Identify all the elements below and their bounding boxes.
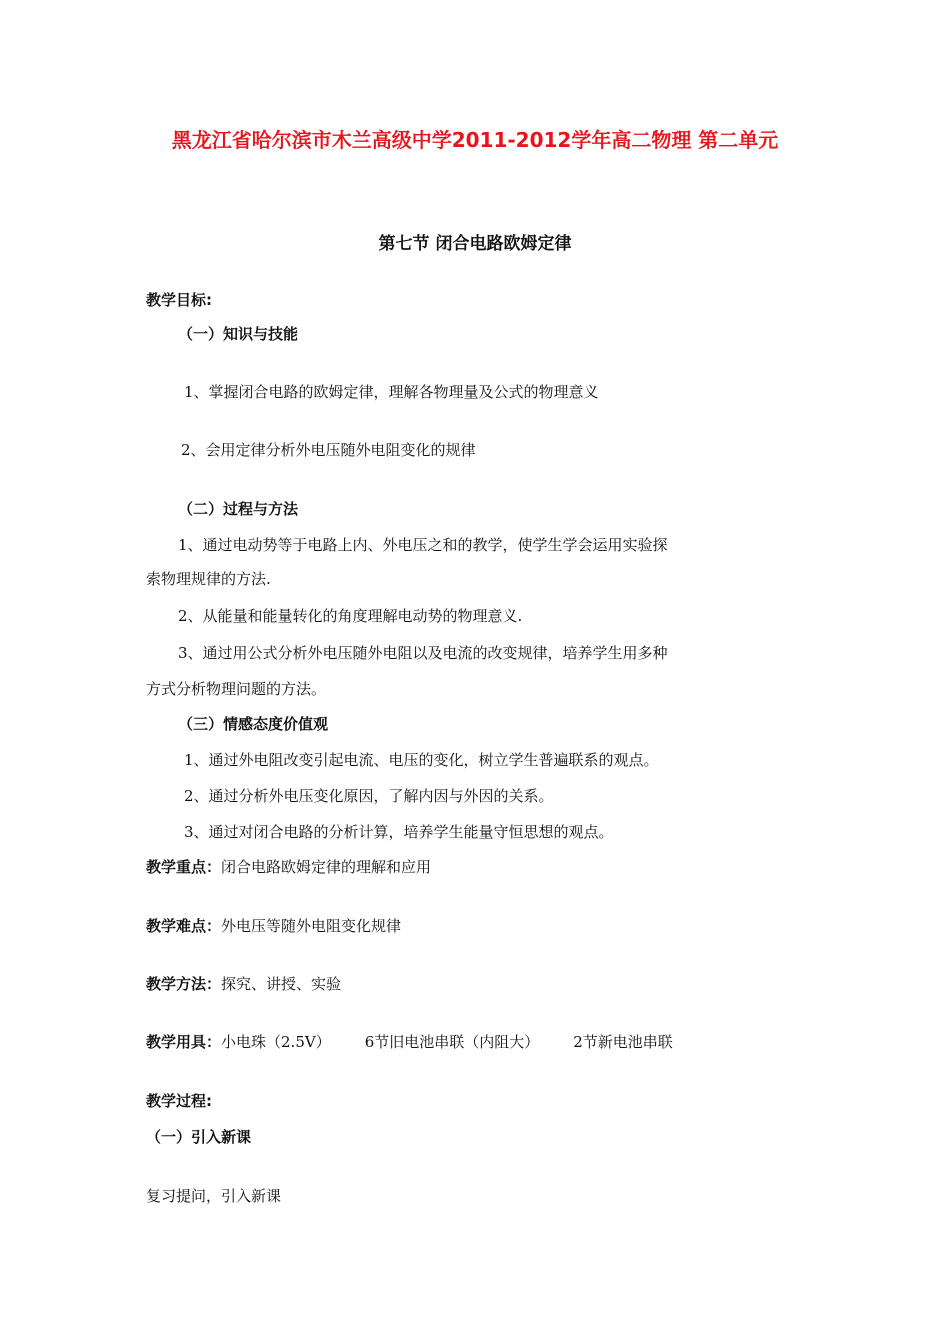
values-item-2: 2、通过分析外电压变化原因，了解内因与外因的关系。 (184, 787, 554, 805)
process-item-3-line-1: 3、通过用公式分析外电压随外电阻以及电流的改变规律，培养学生用多种 (178, 644, 668, 662)
difficulty-row (146, 916, 401, 936)
values-item-3: 3、通过对闭合电路的分析计算，培养学生能量守恒思想的观点。 (184, 823, 614, 841)
section-title: 第七节 闭合电路欧姆定律 (378, 234, 572, 254)
process-item-3-line-2: 方式分析物理问题的方法。 (146, 680, 327, 698)
process-item-2: 2、从能量和能量转化的角度理解电动势的物理意义. (178, 607, 523, 625)
process-section-heading: 教学过程: (146, 1092, 212, 1110)
tools-item-3: 2节新电池串联 (573, 1033, 673, 1051)
process-item-1-line-1: 1、通过电动势等于电路上内、外电压之和的教学，使学生学会运用实验探 (178, 536, 668, 554)
difficulty-text: 外电压等随外电阻变化规律 (221, 917, 402, 935)
key-point-label: 教学重点： (146, 858, 222, 876)
difficulty-label: 教学难点： (146, 917, 222, 935)
method-row (146, 974, 341, 994)
document-title: 黑龙江省哈尔滨市木兰高级中学2011-2012学年高二物理 第二单元 (171, 128, 779, 152)
tools-label: 教学用具： (146, 1033, 222, 1051)
intro-text: 复习提问，引入新课 (146, 1187, 282, 1205)
tools-row (146, 1032, 673, 1052)
tools-item-2: 6节旧电池串联（内阻大） (364, 1033, 540, 1051)
knowledge-item-2: 2、会用定律分析外电压随外电阻变化的规律 (181, 441, 476, 459)
values-heading: （三）情感态度价值观 (178, 715, 329, 733)
knowledge-heading: （一）知识与技能 (178, 325, 299, 343)
method-label: 教学方法： (146, 975, 222, 993)
tools-item-1: 小电珠（2.5V） (221, 1033, 331, 1051)
knowledge-item-1: 1、掌握闭合电路的欧姆定律，理解各物理量及公式的物理意义 (184, 383, 599, 401)
method-text: 探究、讲授、实验 (221, 975, 342, 993)
key-point-text: 闭合电路欧姆定律的理解和应用 (221, 858, 432, 876)
intro-heading: （一）引入新课 (146, 1128, 252, 1146)
values-item-1: 1、通过外电阻改变引起电流、电压的变化，树立学生普遍联系的观点。 (184, 751, 659, 769)
objectives-heading: 教学目标: (146, 291, 212, 309)
key-point-row (146, 857, 431, 877)
process-item-1-line-2: 索物理规律的方法. (146, 570, 271, 588)
process-heading: （二）过程与方法 (178, 500, 299, 518)
